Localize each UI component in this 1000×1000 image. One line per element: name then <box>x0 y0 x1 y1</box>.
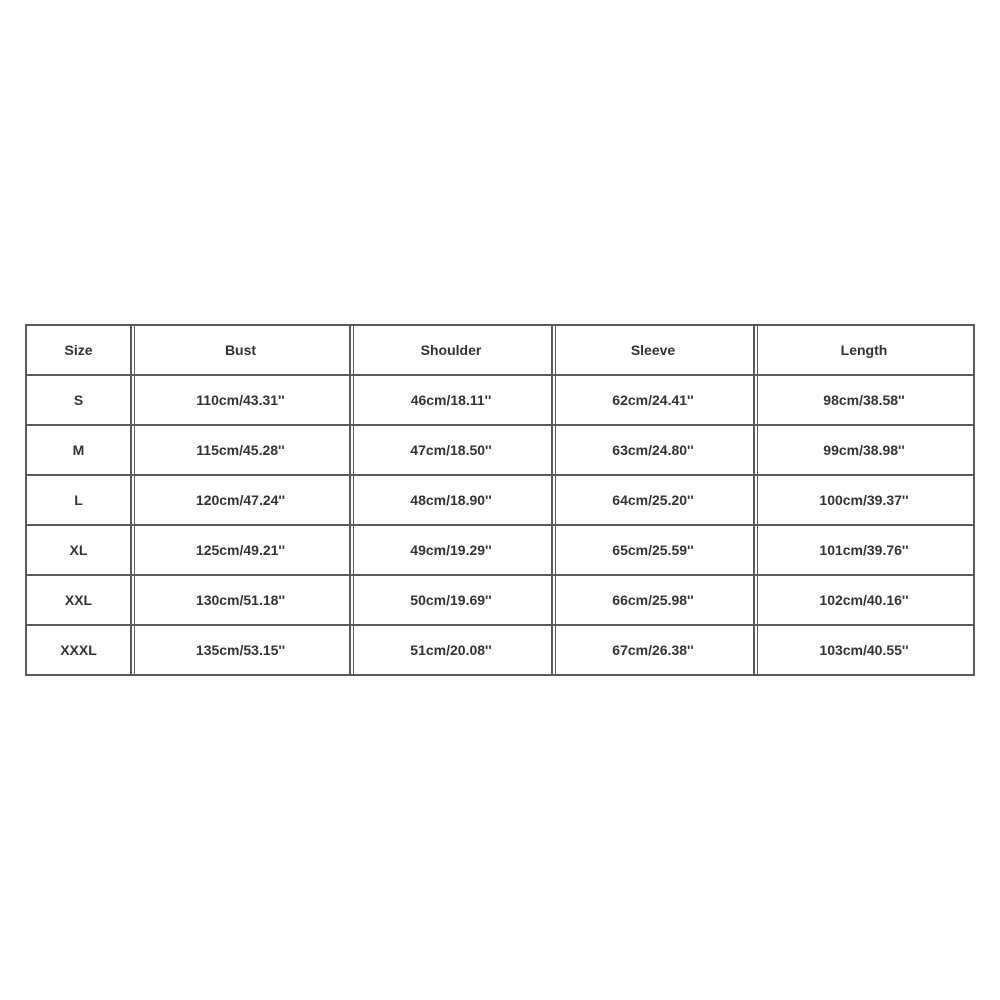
cell-shoulder: 50cm/19.69'' <box>351 576 553 626</box>
cell-shoulder: 49cm/19.29'' <box>351 526 553 576</box>
table-row <box>25 426 975 476</box>
cell-length: 99cm/38.98'' <box>755 426 975 476</box>
table-row <box>25 576 975 626</box>
cell-length: 101cm/39.76'' <box>755 526 975 576</box>
cell-bust: 125cm/49.21'' <box>132 526 351 576</box>
header-length: Length <box>755 324 975 376</box>
header-bust: Bust <box>132 324 351 376</box>
cell-length: 103cm/40.55'' <box>755 626 975 676</box>
cell-sleeve: 63cm/24.80'' <box>553 426 755 476</box>
cell-length: 102cm/40.16'' <box>755 576 975 626</box>
cell-size: XXL <box>25 576 132 626</box>
cell-size: L <box>25 476 132 526</box>
cell-size: XL <box>25 526 132 576</box>
table-row <box>25 476 975 526</box>
table-row <box>25 626 975 676</box>
cell-sleeve: 64cm/25.20'' <box>553 476 755 526</box>
cell-sleeve: 66cm/25.98'' <box>553 576 755 626</box>
cell-length: 98cm/38.58'' <box>755 376 975 426</box>
cell-shoulder: 47cm/18.50'' <box>351 426 553 476</box>
table-row <box>25 376 975 426</box>
cell-length: 100cm/39.37'' <box>755 476 975 526</box>
cell-bust: 135cm/53.15'' <box>132 626 351 676</box>
cell-size: S <box>25 376 132 426</box>
header-sleeve: Sleeve <box>553 324 755 376</box>
table-header-row <box>25 324 975 376</box>
table-row <box>25 526 975 576</box>
header-shoulder: Shoulder <box>351 324 553 376</box>
cell-sleeve: 65cm/25.59'' <box>553 526 755 576</box>
size-chart-table <box>25 324 975 676</box>
cell-bust: 120cm/47.24'' <box>132 476 351 526</box>
cell-shoulder: 51cm/20.08'' <box>351 626 553 676</box>
cell-bust: 110cm/43.31'' <box>132 376 351 426</box>
cell-shoulder: 46cm/18.11'' <box>351 376 553 426</box>
cell-shoulder: 48cm/18.90'' <box>351 476 553 526</box>
cell-sleeve: 62cm/24.41'' <box>553 376 755 426</box>
cell-sleeve: 67cm/26.38'' <box>553 626 755 676</box>
cell-bust: 130cm/51.18'' <box>132 576 351 626</box>
cell-size: XXXL <box>25 626 132 676</box>
header-size: Size <box>25 324 132 376</box>
cell-bust: 115cm/45.28'' <box>132 426 351 476</box>
cell-size: M <box>25 426 132 476</box>
